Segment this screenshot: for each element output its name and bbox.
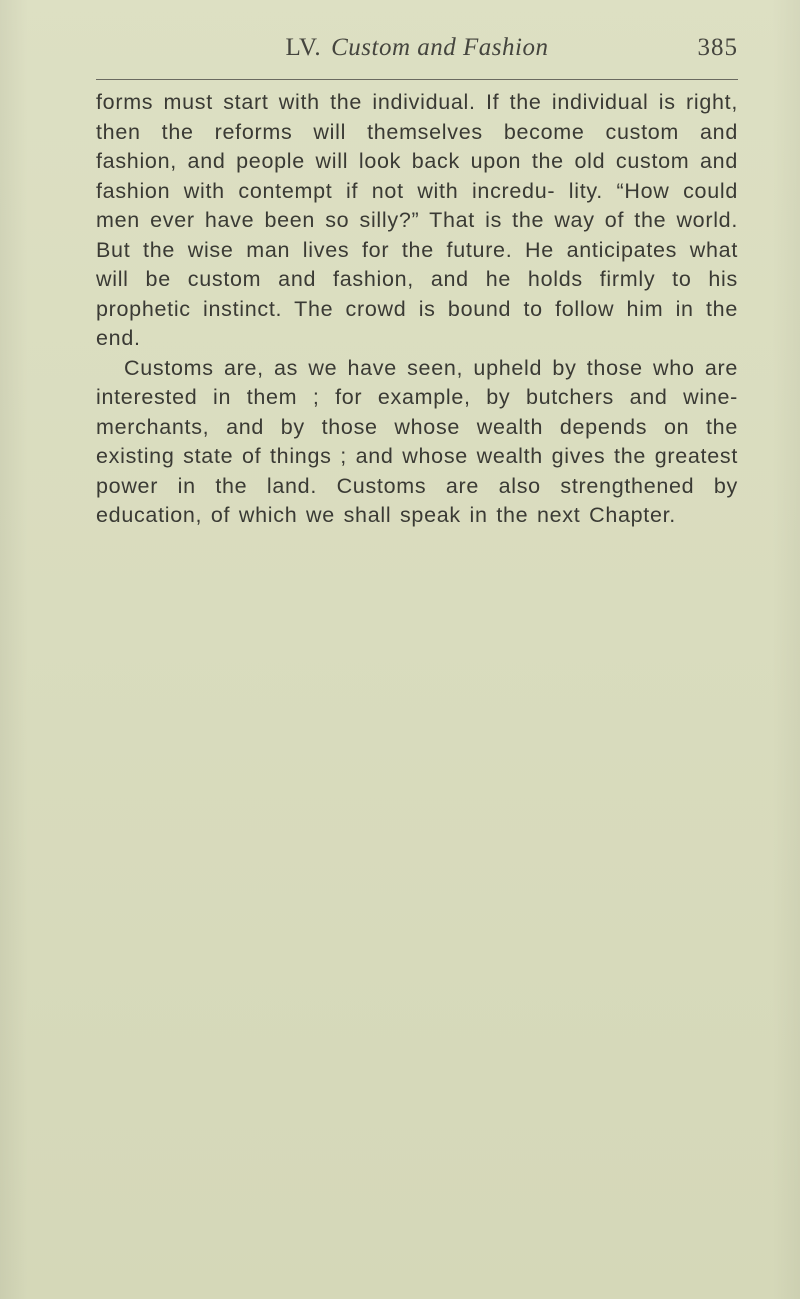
chapter-number: LV. bbox=[285, 34, 322, 61]
paragraph-continued: forms must start with the individual. If the individual is right, then the reforms will themselves become custom and fashion, and people will look back upon the old custom and fashion with contempt if not with incredu- lity. “How could men ever have been so silly?” That is the way of the world. But the wise man lives for the future. He anticipates what will be custom and fashion, and he holds firmly to his prophetic instinct. The crowd is bound to follow him in the end. bbox=[96, 90, 738, 350]
page-number: 385 bbox=[697, 34, 738, 61]
paragraph-customs: Customs are, as we have seen, upheld by those who are interested in them ; for example, by butchers and wine-merchants, and by those whose wealth depends on the existing state of things ; and whose wealth gives the greatest power in the land. Customs are also strengthened by education, of which we shall speak in the next Chapter. bbox=[96, 355, 738, 527]
chapter-heading bbox=[96, 34, 738, 62]
body-text bbox=[96, 88, 738, 531]
chapter-title: Custom and Fashion bbox=[331, 34, 549, 61]
running-head bbox=[96, 34, 738, 68]
header-rule bbox=[96, 79, 738, 80]
